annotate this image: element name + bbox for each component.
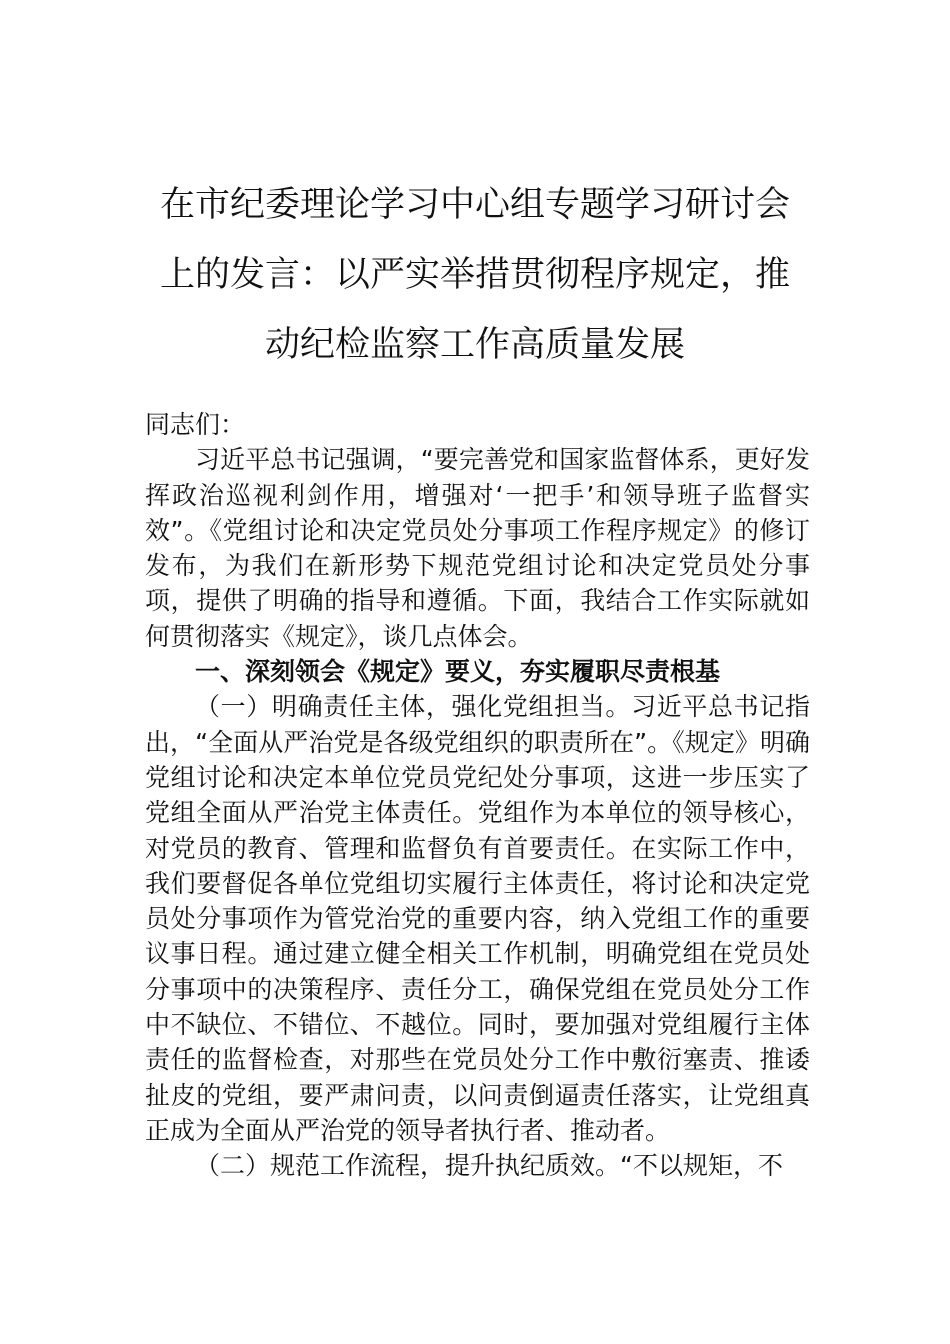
section-heading-1: 一、深刻领会《规定》要义，夯实履职尽责根基 bbox=[195, 657, 721, 687]
paragraph-subsection-1: （一）明确责任主体，强化党组担当。习近平总书记指出，“全面从严治党是各级党组织的职责所在”。《规定》明确党组讨论和决定本单位党员党纪处分事项，这进一步压实了党组全面从严治党主体责任。党组作为本单位的领导核心，对党员的教育、管理和监督负有首要责任。在实际工作中，我们要督促各单位党组切实履行主体责任，将讨论和决定党员处分事项作为管党治党的重要内容，纳入党组工作的重要议事日程。通过建立健全相关工作机制，明确党组在党员处分事项中的决策程序、责任分工，确保党组在党员处分工作中不缺位、不错位、不越位。同时，要加强对党组履行主体责任的监督检查，对那些在党员处分工作中敷衍塞责、推诿扯皮的党组，要严肃问责，以问责倒逼责任落实，让党组真正成为全面从严治党的领导者执行者、推动者。 bbox=[145, 692, 810, 1145]
salutation: 同志们： bbox=[145, 410, 246, 439]
document-body bbox=[145, 407, 810, 1184]
document-title: 在市纪委理论学习中心组专题学习研讨会上的发言：以严实举措贯彻程序规定，推动纪检监察工作高质量发展 bbox=[159, 185, 790, 365]
paragraph-intro: 习近平总书记强调，“要完善党和国家监督体系，更好发挥政治巡视利剑作用，增强对‘一把手’和领导班子监督实效”。《党组讨论和决定党员处分事项工作程序规定》的修订发布，为我们在新形势下规范党组讨论和决定党员处分事项，提供了明确的指导和遵循。下面，我结合工作实际就如何贯彻落实《规定》，谈几点体会。 bbox=[145, 445, 810, 651]
paragraph-subsection-2: （二）规范工作流程，提升执纪质效。“不以规矩，不 bbox=[195, 1151, 783, 1181]
